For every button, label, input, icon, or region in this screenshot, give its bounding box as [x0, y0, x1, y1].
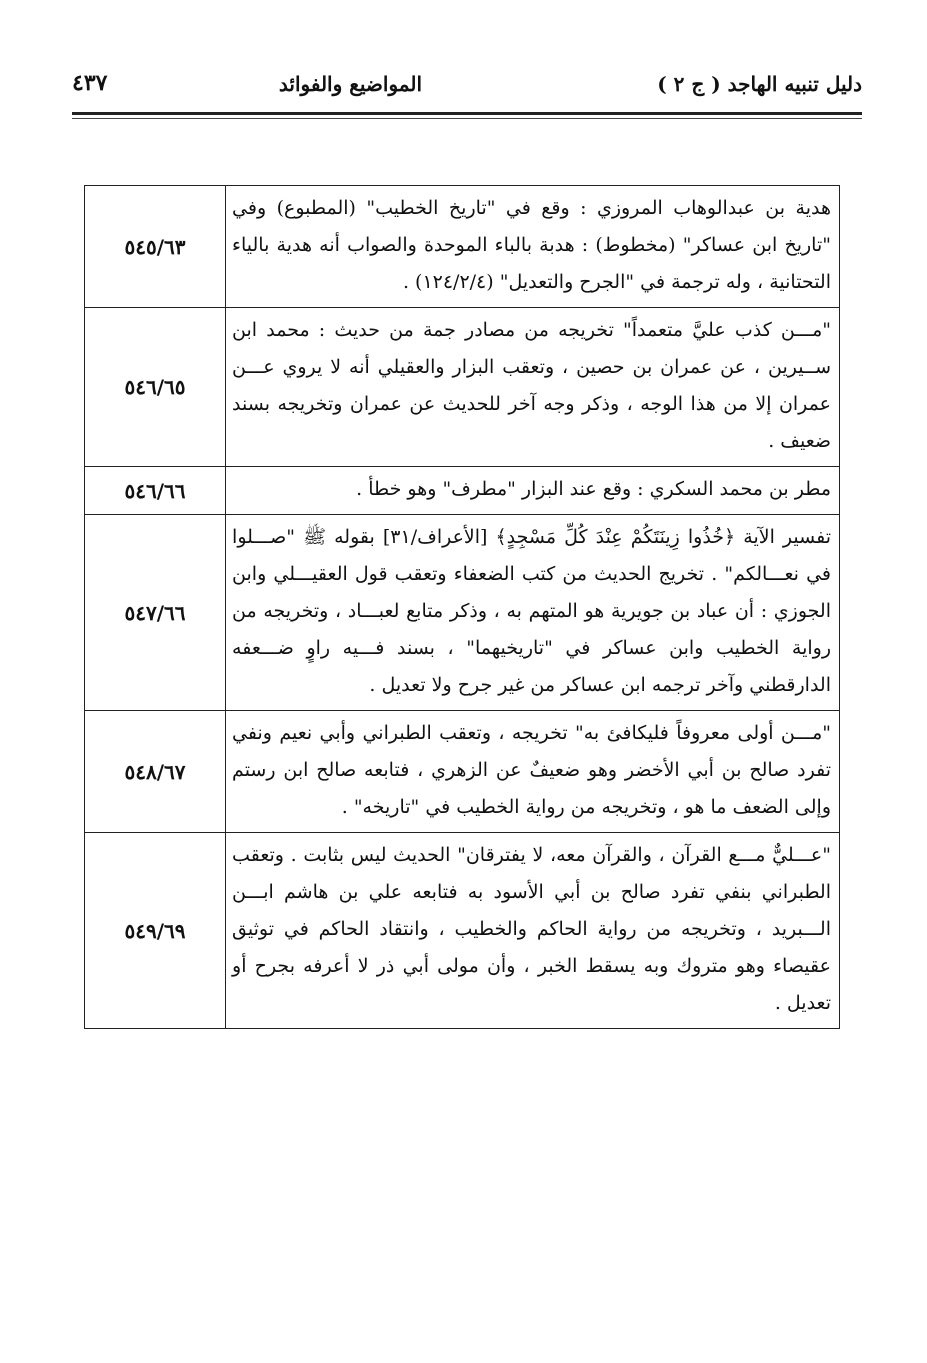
- entry-text: "مـــن أولى معروفاً فليكافئ به" تخريجه ، وتعقب الطبراني وأبي نعيم ونفي تفرد صالح بن أبي الأخضر وهو ضعيفٌ عن الزهري ، فتابعه صالح ابن رستم وإلى الضعف ما هو ، وتخريجه من رواية الخطيب في "تاريخه" .: [226, 711, 840, 833]
- entry-reference: ٥٤٦/٦٦: [85, 467, 226, 515]
- section-title: المواضيع والفوائد: [278, 72, 422, 96]
- entry-text: "مـــن كذب عليَّ متعمداً" تخريجه من مصادر جمة من حديث : محمد ابن ســيرين ، عن عمران بن حصين ، وتعقب البزار والعقيلي أنه لا يروي عـــن عمران إلا من هذا الوجه ، وذكر وجه آخر للحديث عن عمران وتخريجه بسند ضعيف .: [226, 308, 840, 467]
- table-row: [85, 308, 840, 467]
- entry-reference: ٥٤٨/٦٧: [85, 711, 226, 833]
- entry-text: "عـــليٌّ مـــع القرآن ، والقرآن معه، لا يفترقان" الحديث ليس بثابت . وتعقب الطبراني بنفي تفرد صالح بن أبي الأسود به فتابعه علي بن هاشم ابـــن الـــبريد ، وتخريجه من رواية الحاكم والخطيب ، وانتقاد الحاكم في توثيق عقيصاء وهو متروك وبه يسقط الخبر ، وأن مولى أبي ذر لا أعرفه بجرح أو تعديل .: [226, 833, 840, 1029]
- entry-reference: ٥٤٥/٦٣: [85, 186, 226, 308]
- entry-text: تفسير الآية ﴿خُذُوا زِينَتَكُمْ عِنْدَ كُلِّ مَسْجِدٍ﴾ [الأعراف/٣١] بقوله ﷺ "صـــلوا في نعـــالكم" . تخريج الحديث من كتب الضعفاء وتعقب قول العقيـــلي وابن الجوزي : أن عباد بن جويرية هو المتهم به ، وذكر متابع لعبـــاد ، وتخريجه من رواية الخطيب وابن عساكر في "تاريخيهما" ، بسند فـــيه راوٍ ضـــعفه الدارقطني وآخر ترجمه ابن عساكر من غير جرح ولا تعديل .: [226, 515, 840, 711]
- page-number: ٤٣٧: [72, 70, 108, 96]
- entry-reference: ٥٤٩/٦٩: [85, 833, 226, 1029]
- entry-text: مطر بن محمد السكري : وقع عند البزار "مطرف" وهو خطأ .: [226, 467, 840, 515]
- entry-reference: ٥٤٧/٦٦: [85, 515, 226, 711]
- book-title: دليل تنبيه الهاجد ( ج ٢ ): [657, 72, 862, 96]
- header-rule: [72, 112, 862, 115]
- index-table: [84, 185, 840, 1029]
- table-row: [85, 833, 840, 1029]
- table-row: [85, 467, 840, 515]
- table-row: [85, 186, 840, 308]
- table-row: [85, 711, 840, 833]
- entry-text: هدية بن عبدالوهاب المروزي : وقع في "تاريخ الخطيب" (المطبوع) وفي "تاريخ ابن عساكر" (مخطوط) : هدبة بالباء الموحدة والصواب أنه هدية بالياء التحتانية ، وله ترجمة في "الجرح والتعديل" (١٢٤/٢/٤) .: [226, 186, 840, 308]
- header-rule-thin: [72, 118, 862, 119]
- entry-reference: ٥٤٦/٦٥: [85, 308, 226, 467]
- running-header: [72, 66, 862, 106]
- table-row: [85, 515, 840, 711]
